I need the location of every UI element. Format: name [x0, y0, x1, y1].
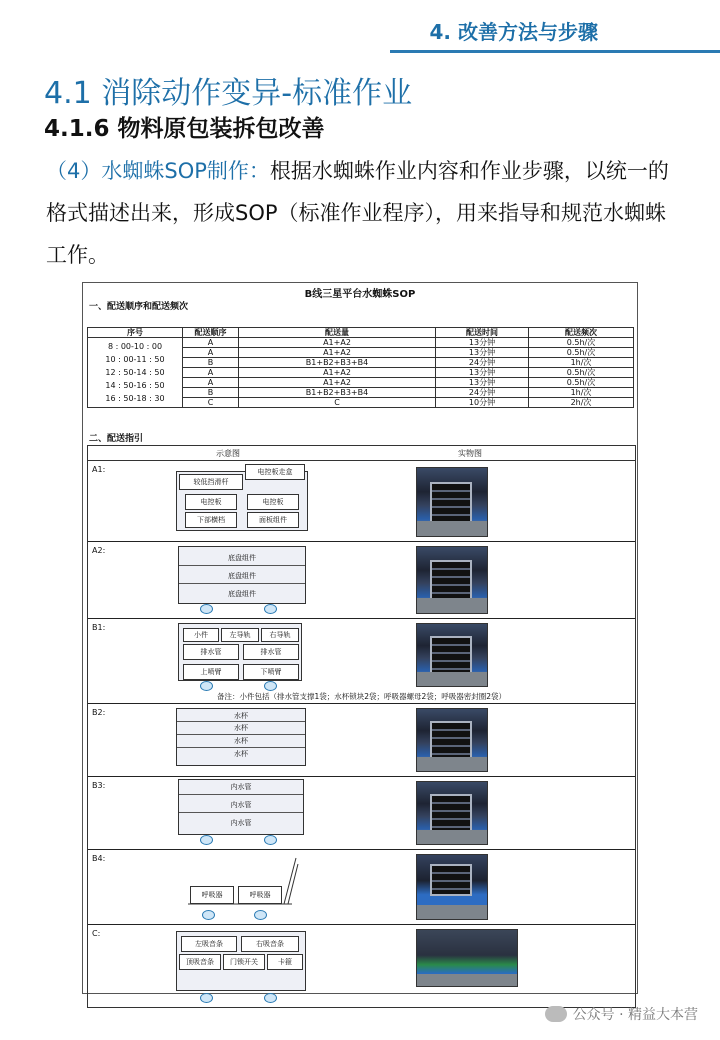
shelf-label: 内水管 [230, 783, 252, 791]
table-cell: B1+B2+B3+B4 [239, 388, 436, 398]
cart-diagram [178, 546, 306, 604]
delivery-table [87, 327, 634, 408]
cart-item: 下部横档 [185, 512, 237, 528]
watermark [545, 1004, 698, 1024]
cart-item: 门锁开关 [223, 954, 265, 970]
cart-item: 顶吸音条 [179, 954, 221, 970]
sop-section1-heading: 一、配送顺序和配送频次 [89, 302, 189, 312]
cart-item: 电控板 [185, 494, 237, 510]
shelf-label: 水杯 [234, 750, 248, 758]
cart-item: 下喷臂 [243, 664, 299, 680]
guide-row-b3 [88, 777, 635, 850]
row-label: C: [92, 929, 101, 938]
header-rule [390, 50, 720, 53]
section-heading: 4. 改善方法与步骤 [429, 20, 598, 44]
row-label: B3: [92, 781, 106, 790]
shelf-label: 水杯 [234, 737, 248, 745]
guide-row-a2 [88, 542, 635, 619]
table-cell: 24分钟 [436, 388, 529, 398]
table-header: 序号 [88, 328, 183, 338]
time-slot: 8 : 00-10 : 00 [107, 342, 163, 351]
table-cell: B1+B2+B3+B4 [239, 358, 436, 368]
guide-header-diagram: 示意图 [216, 449, 240, 458]
row-label: A2: [92, 546, 106, 555]
table-cell: C [239, 398, 436, 408]
table-cell: 13分钟 [436, 348, 529, 358]
table-header-row [88, 328, 634, 338]
cart-item: 电控板走盒 [245, 464, 305, 480]
table-cell: B [183, 358, 239, 368]
table-row [88, 338, 634, 348]
table-cell: 0.5h/次 [529, 338, 634, 348]
cart-item: 右吸音条 [241, 936, 299, 952]
table-cell: 2h/次 [529, 398, 634, 408]
cart-item: 较低挡滑杆 [179, 474, 243, 490]
table-cell: 0.5h/次 [529, 368, 634, 378]
row-label: B2: [92, 708, 106, 717]
sop-section2-heading: 二、配送指引 [89, 434, 144, 444]
cart-wheel [200, 604, 213, 614]
table-header: 配送顺序 [183, 328, 239, 338]
cart-item: 上喷臂 [183, 664, 239, 680]
cart-photo [416, 781, 488, 845]
table-cell: A1+A2 [239, 338, 436, 348]
time-slot: 12 : 50-14 : 50 [105, 368, 165, 377]
time-slot: 10 : 00-11 : 50 [105, 355, 165, 364]
sop-document [82, 282, 638, 994]
cart-diagram [176, 708, 306, 766]
table-cell: A [183, 368, 239, 378]
shelf-label: 内水管 [230, 819, 252, 827]
cart-photo [416, 467, 488, 537]
table-cell: 0.5h/次 [529, 348, 634, 358]
table-header: 配送频次 [529, 328, 634, 338]
table-cell: 24分钟 [436, 358, 529, 368]
time-slot: 16 : 50-18 : 30 [105, 394, 165, 403]
table-cell: A [183, 378, 239, 388]
table-cell: A [183, 338, 239, 348]
table-cell: B [183, 388, 239, 398]
cart-item: 呼吸器 [190, 886, 234, 904]
guide-row-a1 [88, 461, 635, 542]
cart-wheel [200, 681, 213, 691]
b1-note: 备注：小件包括（排水管支撑1袋；水杯锁块2袋；呼吸器螺母2袋；呼吸器密封圈2袋） [216, 692, 507, 701]
row-label: B4: [92, 854, 106, 863]
cart-photo [416, 854, 488, 920]
guide-header-photo: 实物图 [458, 449, 482, 458]
table-cell: 13分钟 [436, 338, 529, 348]
shelf-label: 底盘组件 [228, 590, 256, 598]
table-cell: A [183, 348, 239, 358]
cart-wheel [264, 993, 277, 1003]
cart-item: 左导轨 [221, 628, 259, 642]
page-title: 4.1 消除动作变异-标准作业 [44, 76, 413, 111]
table-cell: 1h/次 [529, 388, 634, 398]
cart-diagram [176, 468, 308, 531]
shelf-label: 水杯 [234, 712, 248, 720]
guide-row-c [88, 925, 635, 1007]
cart-wheel [264, 835, 277, 845]
table-cell: A1+A2 [239, 368, 436, 378]
guide-row-b1 [88, 619, 635, 704]
table-cell: 13分钟 [436, 368, 529, 378]
cart-wheel [254, 910, 267, 920]
cart-diagram [178, 623, 302, 681]
cart-item: 小件 [183, 628, 219, 642]
table-cell: 0.5h/次 [529, 378, 634, 388]
row-label: B1: [92, 623, 106, 632]
cart-wheel [200, 835, 213, 845]
guide-row-b2 [88, 704, 635, 777]
page-subtitle: 4.1.6 物料原包装拆包改善 [44, 116, 325, 142]
table-cell: 13分钟 [436, 378, 529, 388]
table-header: 配送量 [239, 328, 436, 338]
paragraph-lead: （4）水蜘蛛SOP制作： [46, 159, 270, 183]
cart-wheel [200, 993, 213, 1003]
delivery-guide [87, 445, 636, 1008]
cart-wheel [264, 681, 277, 691]
cart-diagram [176, 931, 306, 991]
shelf-label: 内水管 [230, 801, 252, 809]
table-cell: A1+A2 [239, 348, 436, 358]
shelf-label: 底盘组件 [228, 554, 256, 562]
paragraph-text: 根据水蜘蛛作业内容和作业步骤，以统一的格式描述出来，形成SOP（标准作业程序），用来指导和规范水蜘蛛工作。 [46, 159, 669, 267]
row-label: A1: [92, 465, 106, 474]
page-header [0, 0, 720, 62]
cart-diagram [178, 779, 304, 835]
table-cell: A1+A2 [239, 378, 436, 388]
cart-photo [416, 546, 488, 614]
wechat-icon [545, 1006, 567, 1022]
table-header: 配送时间 [436, 328, 529, 338]
cart-photo [416, 623, 488, 687]
table-cell: 1h/次 [529, 358, 634, 368]
cart-item: 排水管 [243, 644, 299, 660]
cart-item: 电控板 [247, 494, 299, 510]
cart-photo [416, 708, 488, 772]
guide-row-b4 [88, 850, 635, 925]
sop-title: B线三星平台水蜘蛛SOP [304, 289, 416, 300]
table-cell: 10分钟 [436, 398, 529, 408]
cart-item: 左吸音条 [181, 936, 237, 952]
cart-item: 排水管 [183, 644, 239, 660]
cart-item: 右导轨 [261, 628, 299, 642]
description-paragraph [46, 150, 686, 276]
shelf-label: 底盘组件 [228, 572, 256, 580]
watermark-text: 公众号 · 精益大本营 [572, 1007, 698, 1023]
time-slot: 14 : 50-16 : 50 [105, 381, 165, 390]
table-cell: C [183, 398, 239, 408]
guide-header [88, 446, 635, 461]
cart-wheel [202, 910, 215, 920]
cart-item: 卡箍 [267, 954, 303, 970]
shelf-label: 水杯 [234, 724, 248, 732]
time-slots-cell [88, 338, 183, 408]
cart-wheel [264, 604, 277, 614]
cart-photo [416, 929, 518, 987]
cart-item: 呼吸器 [238, 886, 282, 904]
cart-item: 面板组件 [247, 512, 299, 528]
